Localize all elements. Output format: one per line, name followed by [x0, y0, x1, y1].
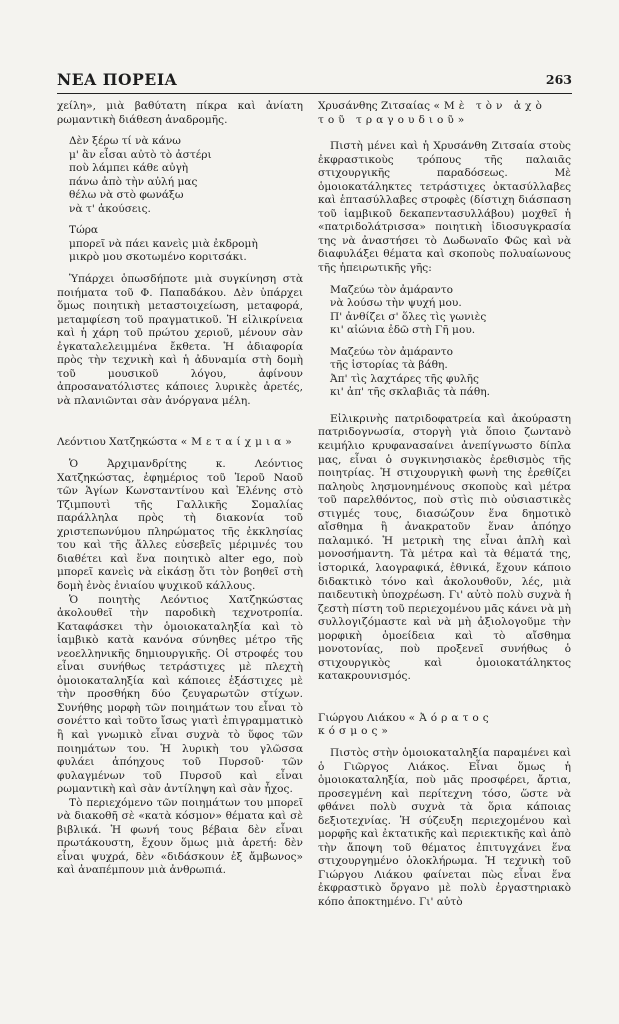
- poem-line: ποὺ λάμπει κάθε αὐγὴ: [69, 162, 189, 175]
- continued-paragraph: χείλη», μιὰ βαθύτατη πίκρα καὶ ἀνίατη ρωμαντικὴ διάθεση ἀναδρομῆς.: [57, 100, 303, 126]
- poem-line: μικρὸ μου σκοτωμένο κοριτσάκι.: [69, 251, 247, 264]
- poem-line: Μαζεύω τὸν ἀμάραντο: [330, 345, 453, 358]
- poem-excerpt-1: [57, 135, 303, 216]
- poem-excerpt-2: [57, 224, 303, 265]
- left-column: [57, 100, 303, 878]
- poem-excerpt-4: [318, 346, 571, 400]
- body-paragraph: Ὁ Ἀρχιμανδρίτης κ. Λεόντιος Χατζηκώστας, ἐφημέριος τοῦ Ἱεροῦ Ναοῦ τῶν Ἁγίων Κωνσταντίνου καὶ Ἑλένης στὸ Τζιμπουτὶ τῆς Γαλλικῆς Σομαλίας παράλληλα πρὸς τὴ διακονία τοῦ χριστεπωνύμου πληρώματος τῆς ἐκκλησίας του καὶ τῆς ἄλλες εὐσεβεῖς μέριμνές του διαθέτει καὶ ἕνα ποιητικὸ alter ego, ποὺ μπορεῖ κανεὶς νὰ εἰκάσῃ ὅτι τὸν βοηθεῖ στὴ δομὴ ἑνὸς ἐνιαίου ψυχικοῦ κάλλους.: [57, 458, 303, 592]
- poem-line: νὰ τ' ἀκούσεις.: [69, 202, 151, 215]
- body-paragraph: Τὸ περιεχόμενο τῶν ποιημάτων του μπορεῖ νὰ διακοθῆ σὲ «κατὰ κόσμον» θέματα καὶ σὲ βιβλικά. Ἡ φωνή τους βέβαια δὲν εἶναι πρωτάκουστη, ἔχουν ὅμως μιὰ ἀρετή: δὲν εἶναι ψυχρά, δὲν «διδάσκουν ἐξ ἄμβωνος» καὶ ἀναπέμπουν μιὰ ἀνθρωπιά.: [57, 796, 303, 877]
- body-paragraph: Ὑπάρχει ὁπωσδήποτε μιὰ συγκίνηση στὰ ποιήματα τοῦ Φ. Παπαδάκου. Δὲν ὑπάρχει ὅμως ποιητικὴ μεταστοιχείωση, μεταφορά, μεταμφίεση τοῦ πραγματικοῦ. Ἡ εἰλικρίνεια καὶ ἡ χάρη τοῦ πρώτου χεριοῦ, μένουν σὰν ἐγκαταλελειμμένα ἔκθετα. Ἡ ἀδιαφορία πρὸς τὴν τεχνικὴ καὶ ἡ ἀδυναμία στὴ δομὴ τοῦ μουσικοῦ λόγου, ἀφίνουν ἀπροσανατόλιστες κάποιες λυρικὲς ἀρετές, νὰ πλανιῶνται σὰν ἀνόργανα μέλη.: [57, 273, 303, 407]
- poem-line: Ἀπ' τὶς λαχτάρες τῆς φυλῆς: [330, 372, 479, 385]
- journal-title: ΝΕΑ ΠΟΡΕΙΑ: [57, 70, 178, 89]
- poem-line: μπορεῖ νὰ πάει κανεὶς μιὰ ἐκδρομὴ: [69, 237, 258, 250]
- body-paragraph: Εἰλικρινὴς πατριδοφατρεία καὶ ἀκούραστη πατριδογνωσία, στοργὴ γιὰ ὅποιο ζωντανὸ κειμήλιο κρυφανασαίνει ἀνεπίγνωστο δίπλα μας, εἶναι ὁ συγκινησιακὸς ἐρεθισμὸς τῆς ποιητρίας. Ἡ στιχουργικὴ φωνὴ της ἐρεθίζει παληοὺς λησμονημένους σκοποὺς καὶ μέτρα τοῦ παρελθόντος, ποὺ στὶς πιὸ οὐσιαστικὲς στιγμές τους, διασώζουν ἕνα δημοτικὸ αἴσθημα ἢ ἀνακρατοῦν ἕναν ἀπόηχο παλαμικό. Ἡ μετρικὴ της εἶναι ἁπλὴ καὶ μονοσήμαντη. Τὰ μέτρα καὶ τὰ θέματά της, ἱστορικά, λαογραφικά, ἐθνικά, ἔχουν κάποιο διδακτικὸ τόνο καὶ ἀκολουθοῦν, λές, μιὰ παιδευτικὴ ὑποχρέωση. Γι' αὐτὸ πολὺ συχνὰ ἡ ζεστὴ πίστη τοῦ περιεχομένου μᾶς κάνει νὰ μὴ συλλογιζόμαστε καὶ νὰ μὴ ἀξιολογοῦμε τὴν μορφικὴ ὁμοείδεια καὶ τὸ αἴσθημα μονοτονίας, ποὺ προξενεῖ συνήθως ὁ στιχουργικὸς καὶ ὁμοιοκατάληκτος κατακρουνισμός.: [318, 412, 571, 683]
- poem-line: μ' ἂν εἶσαι αὐτὸ τὸ ἀστέρι: [69, 148, 212, 161]
- poem-line: κι' ἀπ' τῆς σκλαβιᾶς τὰ πάθη.: [330, 386, 491, 399]
- review-title: [318, 712, 571, 739]
- poem-line: Δὲν ξέρω τί νὰ κάνω: [69, 135, 181, 148]
- right-column: [318, 100, 571, 910]
- review-author: Γιώργου Λιάκου: [318, 711, 406, 724]
- poem-line: πάνω ἀπὸ τὴν αὐλή μας: [69, 175, 198, 188]
- body-paragraph: Πιστὴ μένει καὶ ἡ Χρυσάνθη Ζιτσαία στοὺς ἐκφραστικοὺς τρόπους τῆς παλαιᾶς στιχουργικῆς παραδόσεως. Μὲ ὁμοιοκατάληκτες τετράστιχες ὀκτασύλλαβες καὶ ἑπτασύλλαβες στροφὲς (δίστιχη διάσπαση τοῦ ἰαμβικοῦ δεκαπεντασυλλάβου) μοχθεῖ ἡ «πατριδολάτρισσα» ποιητικὴ ἰδιοσυγκρασία της νὰ ἀναστήσει τὸ Δωδωναῖο Φῶς καὶ νὰ διαφυλάξει θέματα καὶ σκοποὺς πολυαίωνους τῆς ἠπειρωτικῆς γῆς:: [318, 140, 571, 275]
- review-author: Χρυσάνθης Ζιτσαίας: [318, 100, 431, 112]
- review-title: [318, 100, 571, 127]
- page-number: 263: [545, 72, 572, 87]
- poem-line: τῆς ἱστορίας τὰ βάθη.: [330, 359, 448, 372]
- poem-excerpt-3: [318, 284, 571, 338]
- body-paragraph: Πιστὸς στὴν ὁμοιοκαταληξία παραμένει καὶ ὁ Γιῶργος Λιάκος. Εἶναι ὅμως ἡ ὁμοιοκαταληξία, ποὺ μᾶς προσφέρει, ἄρτια, προσεγμένη καὶ περίτεχνη τόσο, ὥστε νὰ φθάνει πολὺ συχνὰ τὰ ὅρια κάποιας δεξιοτεχνίας. Ἡ σύζευξη περιεχομένου καὶ μορφῆς καὶ ἐκτατικῆς καὶ περιεκτικῆς καὶ ἀπὸ τὴν ἄποψη τοῦ θέματος ἐπιτυγχάνει ἕνα στιχουργημένο ὁλοκλήρωμα. Ἡ τεχνικὴ τοῦ Γιώργου Λιάκου φαίνεται πὼς εἶναι ἕνα ἐκφραστικὸ ὄργανο μὲ πολὺ ἐργαστηριακὸ κόπο ἀποκτημένο. Γι' αὐτὸ: [318, 746, 571, 908]
- poem-line: κι' αἰώνια ἐδῶ στὴ Γῆ μου.: [330, 324, 476, 337]
- poem-line: θέλω νὰ στὸ φωνάξω: [69, 189, 184, 202]
- poem-line: Τώρα: [69, 224, 99, 237]
- review-work: «Μὲ τὸν ἀχὸ τοῦ τραγουδιοῦ»: [318, 100, 546, 126]
- review-work: «Μεταίχμια»: [180, 436, 296, 449]
- body-paragraph: Ὁ ποιητὴς Λεόντιος Χατζηκώστας ἀκολουθεῖ τὴν παροδικὴ τεχνοτροπία. Καταφάσκει τὴν ὁμοιοκαταληξία καὶ τὸ ἰαμβικὸ κατὰ κανόνα σύνηθες μέτρο τῆς νεοελληνικῆς δημιουργικῆς. Οἱ στροφές του εἶναι συνήθως τετράστιχες μὲ πλεχτὴ ὁμοιοκαταληξία καὶ κάποιες ἑξάστιχες μὲ τὴν προσθήκη δύο ζευγαρωτῶν στίχων. Συνήθης μορφὴ τῶν ποιημάτων του εἶναι τὸ σονέττο καὶ τοῦτο ἴσως γιατὶ ἐπιγραμματικὸ ἢ καὶ γνωμικὸ εἶναι συχνὰ τὸ ὕφος τῶν ποιημάτων του. Ἡ λυρικὴ του γλῶσσα φυλάει ἀπόηχους τοῦ Πυρσοῦ· τῶν φυλαγμένων τοῦ Πυρσοῦ καὶ εἶναι ρωμαντικὴ καὶ σὰν ἀντίληψη καὶ σὰν ἦχος.: [57, 593, 303, 796]
- review-author: Λεόντιου Χατζηκώστα: [57, 436, 178, 449]
- header-rule: [57, 93, 572, 94]
- review-work: «Ἀόρατος κόσμος»: [318, 711, 493, 738]
- poem-line: Π' ἀνθίζει σ' ὅλες τὶς γωνιὲς: [330, 310, 487, 323]
- running-header: [57, 70, 572, 92]
- poem-line: νὰ λούσω τὴν ψυχή μου.: [330, 297, 462, 310]
- review-title: [57, 436, 303, 450]
- poem-line: Μαζεύω τὸν ἀμάραντο: [330, 283, 453, 296]
